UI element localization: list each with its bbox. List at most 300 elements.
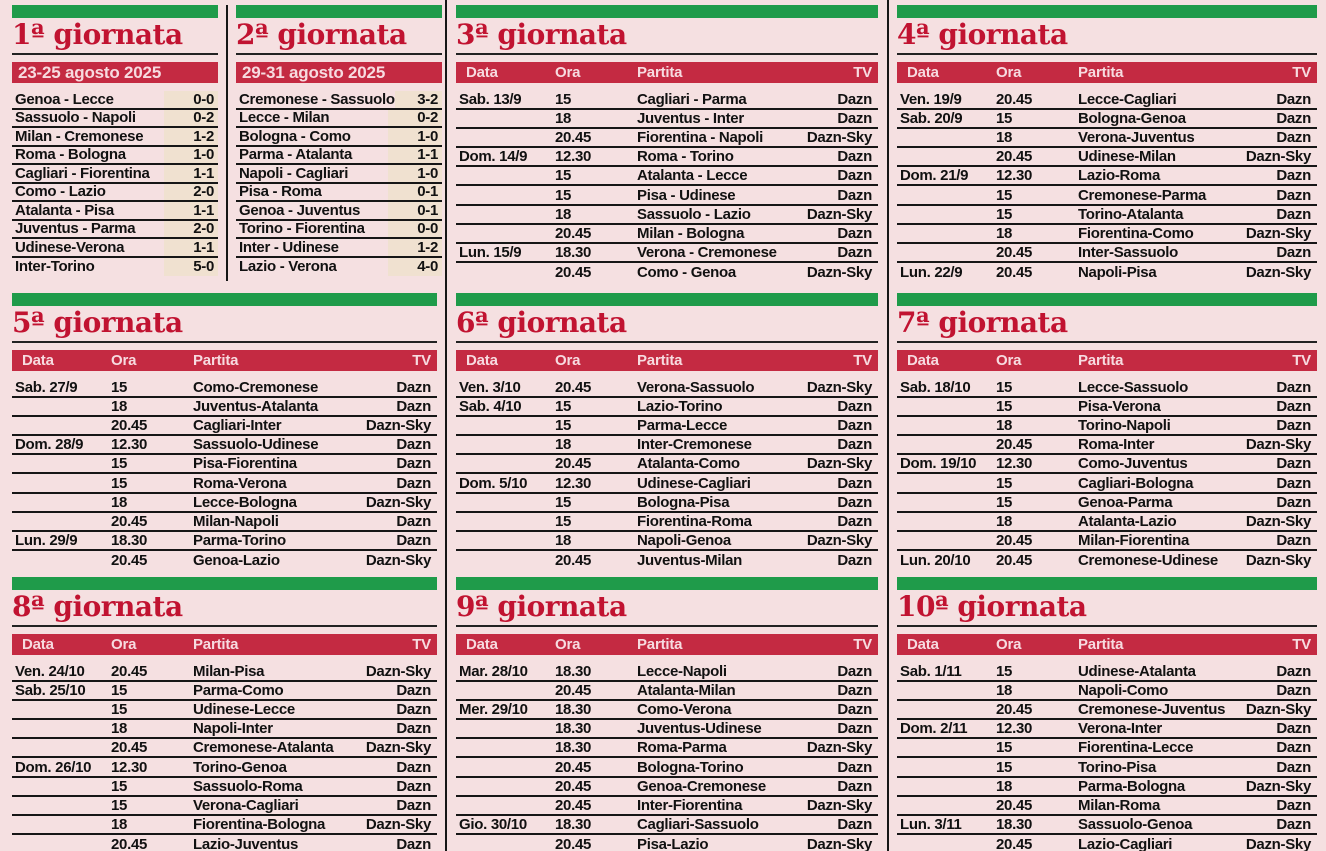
giornata-9-panel (456, 577, 878, 851)
fixture-match: Sassuolo - Lazio (637, 205, 751, 223)
fixture-time: 18 (555, 205, 572, 223)
fixture-row (456, 682, 878, 701)
column-header-data: Data (22, 352, 54, 369)
fixture-time: 20.45 (555, 796, 592, 814)
fixture-time: 20.45 (996, 91, 1033, 109)
fixture-match: Parma-Bologna (1078, 777, 1185, 795)
result-match: Juventus - Parma (15, 220, 136, 238)
vertical-divider-1 (445, 0, 447, 851)
result-match: Napoli - Cagliari (239, 164, 349, 182)
column-header-partita: Partita (637, 64, 683, 81)
fixture-date: Sab. 27/9 (15, 379, 78, 397)
table-header-row (12, 634, 437, 655)
fixture-date: Mar. 28/10 (459, 663, 528, 681)
fixture-tv: Dazn (837, 436, 872, 454)
fixture-row (12, 835, 437, 851)
fixtures-table (12, 663, 437, 851)
fixture-date: Gio. 30/10 (459, 815, 527, 833)
fixture-tv: Dazn (837, 701, 872, 719)
fixture-time: 15 (555, 493, 572, 511)
fixture-match: Atalanta-Como (637, 455, 740, 473)
fixture-row (12, 701, 437, 720)
result-match: Bologna - Como (239, 127, 351, 145)
giornata-10-panel (897, 577, 1317, 851)
fixture-time: 18.30 (555, 701, 592, 719)
green-divider-bar (12, 577, 437, 590)
fixture-time: 18.30 (555, 739, 592, 757)
fixture-row (456, 758, 878, 777)
results-list (236, 91, 442, 276)
fixture-tv: Dazn (1276, 417, 1311, 435)
fixture-row (897, 816, 1317, 835)
fixture-match: Verona - Cremonese (637, 243, 777, 261)
result-row (236, 147, 442, 166)
result-match: Udinese-Verona (15, 238, 125, 256)
fixture-match: Torino-Napoli (1078, 417, 1171, 435)
result-match: Sassuolo - Napoli (15, 109, 136, 127)
fixture-tv: Dazn (837, 224, 872, 242)
fixture-tv: Dazn (396, 379, 431, 397)
fixture-time: 20.45 (996, 701, 1033, 719)
fixture-time: 20.45 (111, 512, 148, 530)
fixture-match: Milan - Bologna (637, 224, 745, 242)
fixture-tv: Dazn (1276, 379, 1311, 397)
fixture-match: Lecce-Sassuolo (1078, 379, 1189, 397)
fixture-time: 20.45 (111, 551, 148, 569)
fixture-match: Como-Cremonese (193, 379, 318, 397)
fixture-row (456, 417, 878, 436)
fixture-match: Bologna-Genoa (1078, 110, 1186, 128)
fixture-match: Juventus-Atalanta (193, 398, 318, 416)
fixture-date: Lun. 20/10 (900, 551, 971, 569)
result-score: 3-2 (395, 91, 442, 108)
fixture-match: Udinese-Lecce (193, 701, 295, 719)
column-header-data: Data (466, 64, 498, 81)
fixture-match: Juventus - Inter (637, 110, 744, 128)
fixture-time: 18.30 (555, 720, 592, 738)
table-header (897, 62, 1317, 83)
fixture-date: Ven. 19/9 (900, 91, 962, 109)
fixture-time: 18.30 (111, 531, 148, 549)
fixture-tv: Dazn (396, 777, 431, 795)
fixture-match: Atalanta-Milan (637, 682, 736, 700)
fixture-tv: Dazn (1276, 455, 1311, 473)
column-header-tv: TV (412, 352, 431, 369)
fixture-tv: Dazn-Sky (1245, 835, 1311, 851)
fixture-match: Parma-Torino (193, 531, 286, 549)
fixture-time: 20.45 (555, 224, 592, 242)
green-divider-bar (12, 5, 218, 18)
fixture-row (456, 835, 878, 851)
column-header-tv: TV (853, 352, 872, 369)
fixture-row (456, 455, 878, 474)
green-divider-bar (456, 5, 878, 18)
table-header-row (897, 350, 1317, 371)
fixture-time: 15 (555, 167, 572, 185)
fixture-row (897, 206, 1317, 225)
fixture-row (456, 474, 878, 493)
fixture-tv: Dazn (396, 758, 431, 776)
result-score: 0-0 (164, 91, 218, 108)
section-title: 5ª giornata (12, 310, 437, 343)
result-row (12, 258, 218, 277)
fixture-row (897, 167, 1317, 186)
column-header-ora: Ora (555, 64, 581, 81)
result-match: Pisa - Roma (239, 183, 322, 201)
fixture-tv: Dazn (837, 758, 872, 776)
fixture-tv: Dazn (837, 91, 872, 109)
green-divider-bar (456, 293, 878, 306)
fixture-time: 15 (996, 205, 1013, 223)
result-match: Torino - Fiorentina (239, 220, 365, 238)
column-header-ora: Ora (996, 352, 1022, 369)
fixture-tv: Dazn-Sky (806, 796, 872, 814)
fixture-row (12, 551, 437, 570)
table-header (456, 350, 878, 371)
fixture-time: 15 (555, 398, 572, 416)
fixture-tv: Dazn (1276, 493, 1311, 511)
result-score: 0-2 (164, 110, 218, 127)
fixture-date: Mer. 29/10 (459, 701, 528, 719)
fixture-match: Fiorentina - Napoli (637, 129, 763, 147)
fixture-time: 20.45 (555, 551, 592, 569)
fixture-row (456, 494, 878, 513)
column-header-partita: Partita (637, 636, 683, 653)
fixture-match: Verona-Juventus (1078, 129, 1195, 147)
giornata-7-panel (897, 293, 1317, 570)
fixture-tv: Dazn-Sky (1245, 777, 1311, 795)
result-score: 1-1 (164, 165, 218, 182)
result-match: Milan - Cremonese (15, 127, 144, 145)
fixtures-table (897, 91, 1317, 282)
fixture-time: 18.30 (555, 663, 592, 681)
column-header-ora: Ora (555, 636, 581, 653)
result-score: 1-2 (388, 239, 442, 256)
column-header-ora: Ora (996, 636, 1022, 653)
fixture-tv: Dazn (396, 701, 431, 719)
fixture-row (12, 739, 437, 758)
fixture-match: Lazio-Torino (637, 398, 723, 416)
fixture-date: Dom. 21/9 (900, 167, 969, 185)
green-divider-bar (12, 293, 437, 306)
fixture-tv: Dazn-Sky (806, 129, 872, 147)
fixture-time: 15 (996, 110, 1013, 128)
fixture-row (456, 513, 878, 532)
table-header-row (456, 634, 878, 655)
fixture-time: 15 (111, 455, 128, 473)
result-score: 0-2 (388, 110, 442, 127)
vertical-divider-minor (226, 5, 228, 281)
fixture-match: Napoli-Pisa (1078, 263, 1157, 281)
fixture-tv: Dazn-Sky (1245, 263, 1311, 281)
table-header (897, 634, 1317, 655)
fixture-row (897, 494, 1317, 513)
fixture-tv: Dazn (1276, 758, 1311, 776)
fixture-time: 20.45 (555, 379, 592, 397)
fixture-date: Lun. 15/9 (459, 243, 522, 261)
fixture-row (897, 532, 1317, 551)
column-header-tv: TV (853, 64, 872, 81)
fixture-tv: Dazn (1276, 205, 1311, 223)
fixture-match: Atalanta-Lazio (1078, 512, 1177, 530)
fixture-row (897, 739, 1317, 758)
fixture-tv: Dazn (1276, 815, 1311, 833)
fixture-time: 20.45 (111, 739, 148, 757)
column-header-tv: TV (412, 636, 431, 653)
fixture-date: Dom. 19/10 (900, 455, 977, 473)
fixture-row (897, 398, 1317, 417)
fixture-match: Lazio-Roma (1078, 167, 1161, 185)
fixture-time: 15 (555, 91, 572, 109)
fixture-match: Genoa-Parma (1078, 493, 1173, 511)
fixture-row (897, 758, 1317, 777)
fixture-time: 12.30 (996, 720, 1033, 738)
fixture-row (456, 91, 878, 110)
fixture-row (456, 532, 878, 551)
fixture-time: 12.30 (555, 148, 592, 166)
fixture-match: Napoli-Genoa (637, 531, 731, 549)
fixture-row (456, 110, 878, 129)
fixture-match: Milan-Roma (1078, 796, 1161, 814)
giornata-5-panel (12, 293, 437, 570)
fixture-match: Roma - Torino (637, 148, 734, 166)
result-score: 2-0 (164, 184, 218, 201)
fixture-time: 18.30 (555, 815, 592, 833)
fixture-match: Lecce-Bologna (193, 493, 297, 511)
fixture-date: Sab. 13/9 (459, 91, 522, 109)
column-header-partita: Partita (193, 636, 239, 653)
fixture-tv: Dazn-Sky (1245, 224, 1311, 242)
fixture-tv: Dazn (1276, 110, 1311, 128)
fixture-match: Milan-Fiorentina (1078, 531, 1190, 549)
fixture-time: 18 (111, 493, 128, 511)
fixture-date: Lun. 22/9 (900, 263, 963, 281)
fixture-match: Inter-Cremonese (637, 436, 752, 454)
fixture-match: Como-Verona (637, 701, 732, 719)
column-header-tv: TV (1292, 64, 1311, 81)
fixture-time: 15 (996, 398, 1013, 416)
fixture-tv: Dazn-Sky (365, 739, 431, 757)
result-row (236, 184, 442, 203)
result-match: Cremonese - Sassuolo (239, 90, 395, 108)
fixture-row (456, 148, 878, 167)
result-score: 1-0 (388, 128, 442, 145)
fixture-row (12, 663, 437, 682)
fixture-match: Torino-Atalanta (1078, 205, 1184, 223)
column-header-partita: Partita (1078, 636, 1124, 653)
fixture-time: 15 (996, 758, 1013, 776)
fixture-tv: Dazn (396, 512, 431, 530)
fixture-row (897, 513, 1317, 532)
column-header-data: Data (907, 64, 939, 81)
fixture-row (897, 379, 1317, 398)
fixture-match: Parma-Lecce (637, 417, 728, 435)
fixture-tv: Dazn (837, 512, 872, 530)
fixture-match: Lazio-Juventus (193, 835, 298, 851)
fixture-match: Pisa - Udinese (637, 186, 736, 204)
fixture-row (12, 379, 437, 398)
section-title: 7ª giornata (897, 310, 1317, 343)
result-score: 5-0 (164, 258, 218, 277)
fixture-match: Genoa-Lazio (193, 551, 280, 569)
fixture-tv: Dazn-Sky (806, 455, 872, 473)
fixture-time: 20.45 (111, 417, 148, 435)
fixture-row (12, 398, 437, 417)
result-row (12, 147, 218, 166)
fixture-time: 15 (555, 417, 572, 435)
fixture-tv: Dazn (837, 417, 872, 435)
fixture-match: Sassuolo-Roma (193, 777, 303, 795)
green-divider-bar (236, 5, 442, 18)
fixture-match: Pisa-Verona (1078, 398, 1161, 416)
fixture-tv: Dazn (837, 167, 872, 185)
fixture-time: 15 (996, 493, 1013, 511)
fixture-row (897, 263, 1317, 282)
fixture-match: Lazio-Cagliari (1078, 835, 1173, 851)
fixture-tv: Dazn-Sky (806, 379, 872, 397)
fixture-time: 20.45 (555, 835, 592, 851)
result-row (12, 128, 218, 147)
fixture-time: 20.45 (996, 148, 1033, 166)
vertical-divider-2 (887, 0, 889, 851)
fixture-tv: Dazn (837, 243, 872, 261)
column-header-partita: Partita (637, 352, 683, 369)
fixture-tv: Dazn (396, 720, 431, 738)
fixture-date: Dom. 26/10 (15, 758, 92, 776)
fixture-tv: Dazn (1276, 682, 1311, 700)
fixture-tv: Dazn-Sky (806, 531, 872, 549)
fixture-match: Fiorentina-Lecce (1078, 739, 1194, 757)
fixture-tv: Dazn (396, 682, 431, 700)
result-match: Lazio - Verona (239, 258, 337, 276)
result-score: 1-1 (388, 147, 442, 164)
fixture-time: 15 (111, 682, 128, 700)
fixture-match: Verona-Cagliari (193, 796, 299, 814)
fixture-tv: Dazn (837, 815, 872, 833)
fixture-row (897, 455, 1317, 474)
result-match: Genoa - Juventus (239, 201, 361, 219)
fixture-match: Milan-Pisa (193, 663, 265, 681)
fixture-tv: Dazn-Sky (806, 835, 872, 851)
fixture-row (12, 417, 437, 436)
fixture-match: Fiorentina-Bologna (193, 815, 326, 833)
fixture-tv: Dazn (1276, 474, 1311, 492)
fixture-time: 15 (996, 663, 1013, 681)
fixture-row (456, 244, 878, 263)
section-title: 3ª giornata (456, 22, 878, 55)
fixture-row (12, 758, 437, 777)
fixture-row (897, 778, 1317, 797)
fixture-tv: Dazn (837, 493, 872, 511)
fixture-time: 20.45 (996, 243, 1033, 261)
section-title: 2ª giornata (236, 22, 442, 55)
fixture-match: Lecce-Cagliari (1078, 91, 1177, 109)
fixture-date: Dom. 14/9 (459, 148, 528, 166)
fixture-date: Sab. 20/9 (900, 110, 963, 128)
fixture-row (897, 436, 1317, 455)
fixture-match: Juventus-Milan (637, 551, 742, 569)
table-header-row (456, 350, 878, 371)
result-score: 4-0 (388, 258, 442, 277)
column-header-data: Data (907, 636, 939, 653)
giornata-8-panel (12, 577, 437, 851)
table-header (12, 350, 437, 371)
fixture-time: 18 (555, 531, 572, 549)
fixture-row (456, 816, 878, 835)
fixture-match: Pisa-Lazio (637, 835, 709, 851)
result-row (12, 221, 218, 240)
fixture-tv: Dazn (396, 531, 431, 549)
result-match: Atalanta - Pisa (15, 201, 114, 219)
fixture-row (897, 835, 1317, 851)
fixture-row (12, 494, 437, 513)
fixture-row (456, 778, 878, 797)
fixture-match: Cremonese-Atalanta (193, 739, 334, 757)
green-divider-bar (897, 293, 1317, 306)
green-divider-bar (897, 5, 1317, 18)
column-header-ora: Ora (996, 64, 1022, 81)
fixture-tv: Dazn-Sky (806, 739, 872, 757)
fixture-match: Roma-Verona (193, 474, 287, 492)
fixture-row (456, 551, 878, 570)
result-score: 1-2 (164, 128, 218, 145)
column-header-data: Data (22, 636, 54, 653)
fixture-match: Bologna-Torino (637, 758, 744, 776)
fixture-tv: Dazn-Sky (365, 815, 431, 833)
fixture-tv: Dazn-Sky (365, 493, 431, 511)
fixture-match: Cremonese-Parma (1078, 186, 1207, 204)
result-match: Inter-Torino (15, 258, 95, 276)
fixture-match: Milan-Napoli (193, 512, 279, 530)
fixture-row (897, 797, 1317, 816)
giornata-1-panel (12, 5, 218, 276)
result-row (12, 184, 218, 203)
column-header-partita: Partita (1078, 352, 1124, 369)
fixture-date: Sab. 1/11 (900, 663, 962, 681)
fixture-time: 15 (555, 512, 572, 530)
fixture-row (456, 739, 878, 758)
fixture-date: Dom. 28/9 (15, 436, 84, 454)
fixture-row (12, 816, 437, 835)
green-divider-bar (456, 577, 878, 590)
result-row (236, 239, 442, 258)
fixture-match: Juventus-Udinese (637, 720, 762, 738)
fixture-tv: Dazn (396, 474, 431, 492)
fixture-row (897, 551, 1317, 570)
fixture-row (12, 513, 437, 532)
result-row (236, 202, 442, 221)
result-match: Lecce - Milan (239, 109, 330, 127)
fixture-time: 18 (996, 682, 1013, 700)
fixture-match: Cagliari - Parma (637, 91, 747, 109)
fixture-match: Atalanta - Lecce (637, 167, 748, 185)
fixture-match: Fiorentina-Roma (637, 512, 752, 530)
fixture-time: 20.45 (996, 551, 1033, 569)
fixture-match: Cremonese-Juventus (1078, 701, 1226, 719)
fixture-match: Parma-Como (193, 682, 284, 700)
fixture-time: 18 (555, 110, 572, 128)
fixture-date: Ven. 3/10 (459, 379, 521, 397)
fixture-time: 15 (996, 186, 1013, 204)
fixture-tv: Dazn (396, 835, 431, 851)
fixture-time: 18 (111, 720, 128, 738)
fixture-row (456, 167, 878, 186)
table-header (897, 350, 1317, 371)
fixture-match: Verona-Sassuolo (637, 379, 755, 397)
fixture-tv: Dazn (1276, 663, 1311, 681)
fixture-row (456, 379, 878, 398)
column-header-tv: TV (1292, 352, 1311, 369)
